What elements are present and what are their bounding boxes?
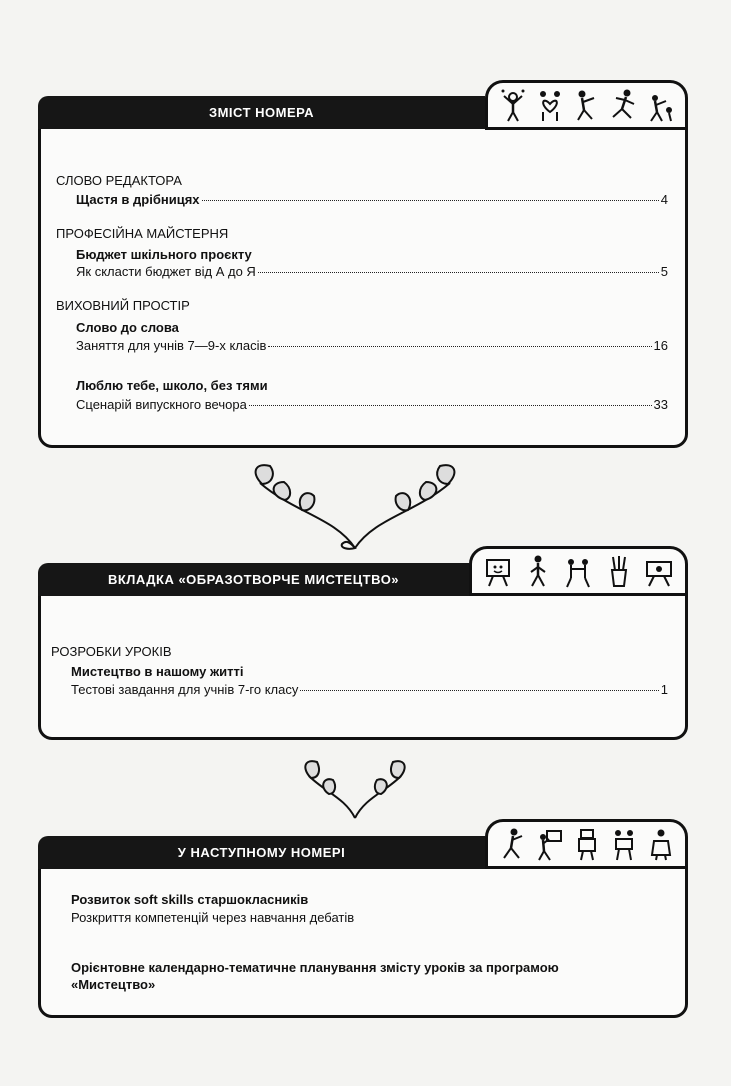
leader-dots (249, 405, 652, 406)
contents-icon-strip (485, 80, 688, 130)
next-issue-icon-strip (485, 819, 688, 869)
group-figures-icon (563, 554, 593, 588)
page-number: 33 (653, 397, 668, 412)
next-issue-box (38, 853, 688, 1018)
contents-header (38, 96, 485, 129)
robot-figure-icon (572, 827, 602, 861)
dancing-figures-icon (572, 88, 602, 122)
entry-subtitle: Як скласти бюджет від А до Я (76, 264, 256, 279)
leader-dots (202, 200, 659, 201)
sign-figure-icon (535, 827, 565, 861)
section-label-upbringing: ВИХОВНИЙ ПРОСТІР (56, 298, 190, 313)
section-label-editor: СЛОВО РЕДАКТОРА (56, 173, 182, 188)
running-figure-icon (609, 88, 639, 122)
page-number: 4 (660, 192, 668, 207)
toc-entry-art[interactable] (71, 682, 668, 697)
insert-title: ВКЛАДКА «ОБРАЗОТВОРЧЕ МИСТЕЦТВО» (107, 572, 400, 587)
next-issue-title: У НАСТУПНОМУ НОМЕРІ (177, 845, 346, 860)
toc-entry-happiness[interactable] (76, 192, 668, 207)
next-item-soft-skills-title[interactable]: Розвиток soft skills старшокласників (71, 892, 309, 907)
insert-header (38, 563, 469, 596)
entry-title-school[interactable]: Люблю тебе, школо, без тями (76, 378, 268, 393)
leader-dots (300, 690, 658, 691)
pencil-cup-icon (604, 554, 634, 588)
ticket-figure-icon (644, 554, 674, 588)
toc-entry-school[interactable] (76, 397, 668, 412)
entry-title-art[interactable]: Мистецтво в нашому житті (71, 664, 244, 679)
section-label-lessons: РОЗРОБКИ УРОКІВ (51, 644, 172, 659)
next-item-planning-title-line1[interactable]: Орієнтовне календарно-тематичне планування змісту уроків за програмою (71, 960, 559, 975)
juggler-figure-icon (498, 88, 528, 122)
leaf-ornament-small (295, 752, 415, 822)
toc-entry-budget[interactable] (76, 264, 668, 279)
walking-figure-icon (523, 554, 553, 588)
page-number: 1 (660, 682, 668, 697)
insert-icon-strip (469, 546, 688, 596)
page-number: 5 (660, 264, 668, 279)
running-figure-icon (498, 827, 528, 861)
entry-title-budget[interactable]: Бюджет шкільного проєкту (76, 247, 252, 262)
page-number: 16 (653, 338, 668, 353)
contents-title: ЗМІСТ НОМЕРА (208, 105, 315, 120)
toc-entry-word[interactable] (76, 338, 668, 353)
entry-title-word[interactable]: Слово до слова (76, 320, 179, 335)
reading-figures-icon (609, 827, 639, 861)
entry-subtitle: Заняття для учнів 7—9-х класів (76, 338, 267, 353)
next-item-planning-title-line2[interactable]: «Мистецтво» (71, 977, 156, 992)
leader-dots (268, 346, 651, 347)
entry-subtitle: Сценарій випускного вечора (76, 397, 247, 412)
entry-subtitle: Тестові завдання для учнів 7-го класу (71, 682, 299, 697)
thinking-figure-icon (646, 827, 676, 861)
leader-dots (258, 272, 659, 273)
next-issue-header (38, 836, 485, 869)
section-label-professional: ПРОФЕСІЙНА МАЙСТЕРНЯ (56, 226, 229, 241)
insert-box (38, 580, 688, 740)
playing-figures-icon (646, 88, 676, 122)
leaf-ornament-large (240, 458, 470, 553)
next-item-soft-skills-subtitle: Розкриття компетенцій через навчання дебатів (71, 910, 355, 925)
tv-figure-icon (483, 554, 513, 588)
entry-title: Щастя в дрібницях (76, 192, 200, 207)
heart-couple-icon (535, 88, 565, 122)
